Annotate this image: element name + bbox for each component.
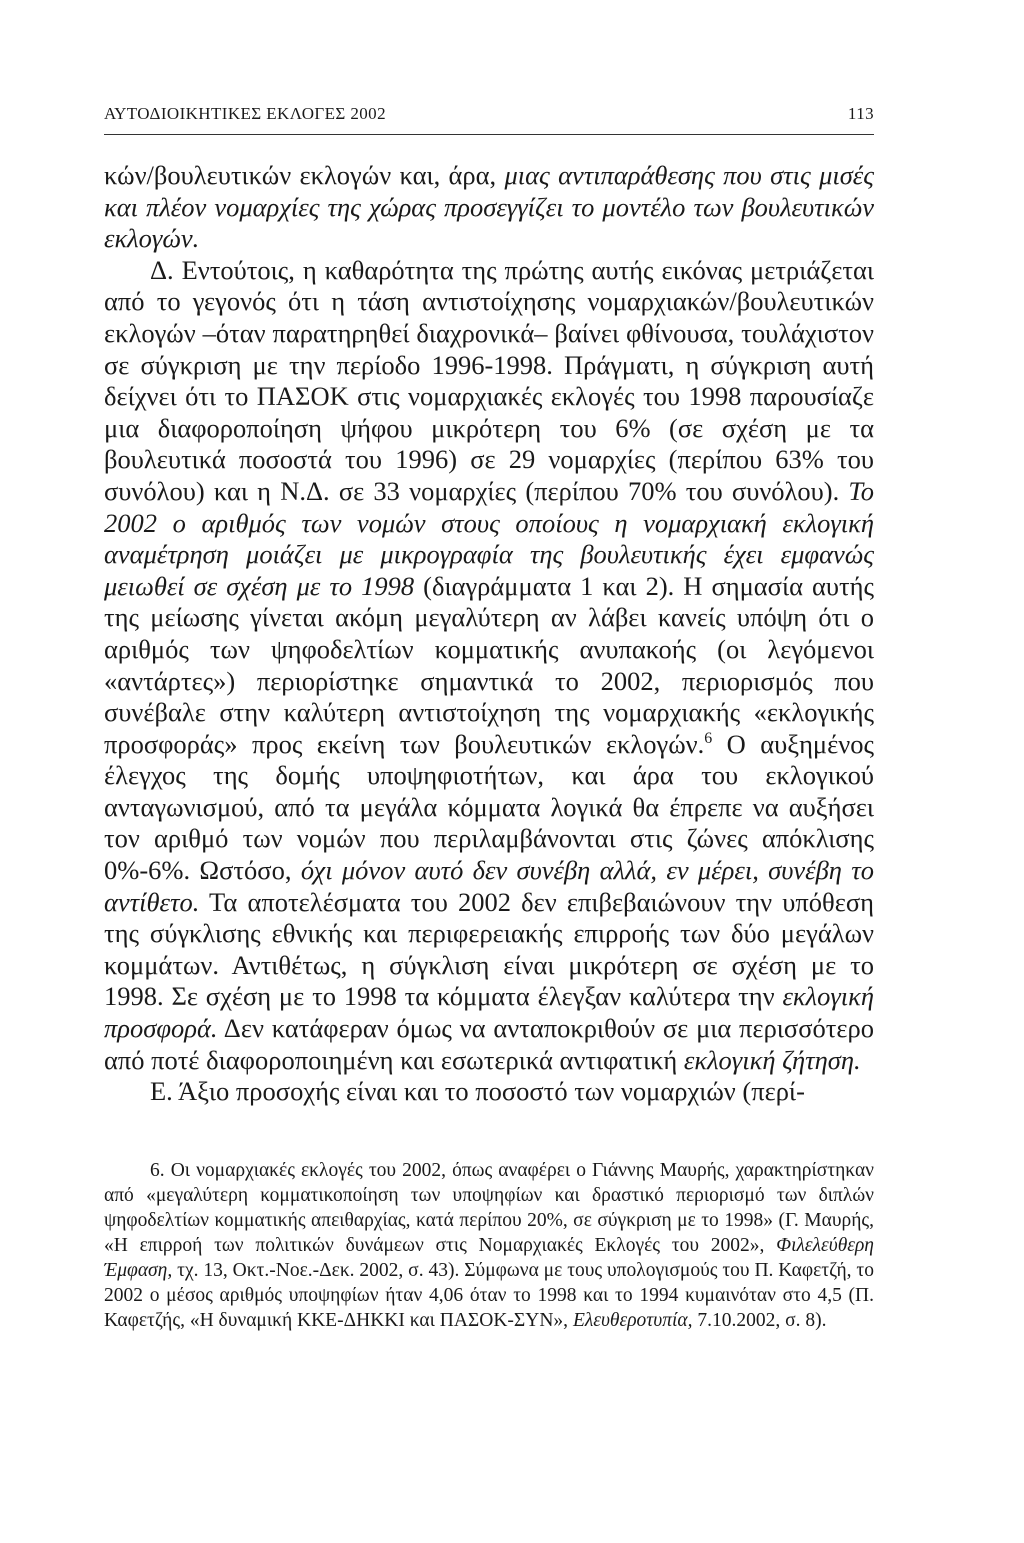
text-run: Ε. Άξιο προσοχής είναι και το ποσοστό των νομαρχιών (περί- [150, 1076, 805, 1107]
text-run: Δεν κατάφεραν όμως να ανταποκριθούν σε μια περισσότερο από ποτέ διαφοροποιημένη και εσωτερικά αντιφατική [104, 1013, 874, 1075]
text-run: 7.10.2002, σ. 8). [692, 1310, 827, 1331]
text-run: τχ. 13, Οκτ.-Νοε.-Δεκ. 2002, σ. 43). Σύμφωνα με τους υπολογισμούς του Π. Καφετζή, το 2002 ο μέσος αριθμός υποψηφίων ήταν 4,06 όταν το 1998 και το 1994 κυμαινόταν στο 4,5 (Π. Καφετζής, «Η δυναμική ΚΚΕ-ΔΗΚΚΙ και ΠΑΣΟΚ-ΣΥΝ», [104, 1260, 874, 1331]
italic-run: μιας αντιπαράθεσης που στις μισές και πλέον νομαρχίες της χώρας προσεγγίζει το μοντέλο των βουλευτικών εκλογών. [104, 160, 874, 254]
paragraph-epsilon [104, 1076, 874, 1108]
italic-run: εκλογική ζήτηση. [683, 1044, 861, 1075]
paragraph-delta [104, 255, 874, 1076]
running-header [104, 104, 874, 135]
running-header-title: ΑΥΤΟΔΙΟΙΚΗΤΙΚΕΣ ΕΚΛΟΓΕΣ 2002 [104, 104, 386, 123]
body-text [104, 160, 874, 1108]
italic-run: όχι μόνον αυτό δεν συνέβη αλλά, εν μέρει, συνέβη το αντίθετο. [104, 855, 874, 917]
text-run: κών/βουλευτικών εκλογών και, άρα, [104, 160, 505, 190]
italic-run: Το 2002 ο αριθμός των νομών στους οποίους η νομαρχιακή εκλογική αναμέτρηση μοιάζει με μικρογραφία της βουλευτικής έχει εμφανώς μειωθεί σε σχέση με το 1998 [104, 475, 874, 601]
footnote-reference: 6 [704, 729, 713, 747]
text-run: (διαγράμματα 1 και 2). Η σημασία αυτής της μείωσης γίνεται ακόμη μεγαλύτερη αν λάβει κανείς υπόψη ότι ο αριθμός των ψηφοδελτίων κομματικής ανυπακοής (οι λεγόμενοι «αντάρτες») περιορίστηκε σημαντικά το 2002, περιορισμός που συνέβαλε στην καλύτερη αντιστοίχηση της νομαρχιακής «εκλογικής προσφοράς» προς εκείνη των βουλευτικών εκλογών. [104, 570, 874, 759]
italic-run: Φιλελεύθερη Έμφαση, [104, 1235, 874, 1281]
page-number: 113 [847, 104, 874, 123]
text-run: Ο αυξημένος έλεγχος της δομής υποψηφιοτήτων, και άρα του εκλογικού ανταγωνισμού, από τα μεγάλα κόμματα λογικά θα έπρεπε να αυξήσει τον αριθμό των νομών που περιλαμβάνονται στις ζώνες απόκλισης 0%-6%. Ωστόσο, [104, 728, 874, 886]
text-run: Δ. Εντούτοις, η καθαρότητα της πρώτης αυτής εικόνας μετριάζεται από το γεγονός ότι η τάση αντιστοίχησης νομαρχιακών/βουλευτικών εκλογών –όταν παρατηρηθεί διαχρονικά– βαίνει φθίνουσα, τουλάχιστον σε σύγκριση με την περίοδο 1996-1998. Πράγματι, η σύγκριση αυτή δείχνει ότι το ΠΑΣΟΚ στις νομαρχιακές εκλογές του 1998 παρουσίαζε μια διαφοροποίηση ψήφου μικρότερη του 6% (σε σχέση με τα βουλευτικά ποσοστά του 1996) σε 29 νομαρχίες (περίπου 63% του συνόλου) και η Ν.Δ. σε 33 νομαρχίες (περίπου 70% του συνόλου). [104, 254, 874, 506]
footnote-6 [104, 1158, 874, 1333]
italic-run: εκλογική προσφορά. [104, 981, 874, 1044]
paragraph-continuation [104, 160, 874, 255]
italic-run: Ελευθεροτυπία, [572, 1310, 693, 1331]
footnote [104, 1158, 874, 1333]
text-run: Τα αποτελέσματα του 2002 δεν επιβεβαιώνουν την υπόθεση της σύγκλισης εθνικής και περιφερειακής επιρροής των δύο μεγάλων κομμάτων. Αντιθέτως, η σύγκλιση είναι μικρότερη σε σχέση με το 1998. Σε σχέση με το 1998 τα κόμματα έλεγξαν καλύτερα την [104, 886, 874, 1012]
text-run: 6. Οι νομαρχιακές εκλογές του 2002, όπως αναφέρει ο Γιάννης Μαυρής, χαρακτηρίστηκαν από «μεγαλύτερη κομματικοποίηση των υποψηφίων και δραστικό περιορισμό των διπλών ψηφοδελτίων κομματικής απειθαρχίας, κατά περίπου 20%, σε σύγκριση με το 1998» (Γ. Μαυρής, «Η επιρροή των πολιτικών δυνάμεων στις Νομαρχιακές Εκλογές του 2002», [104, 1160, 874, 1256]
